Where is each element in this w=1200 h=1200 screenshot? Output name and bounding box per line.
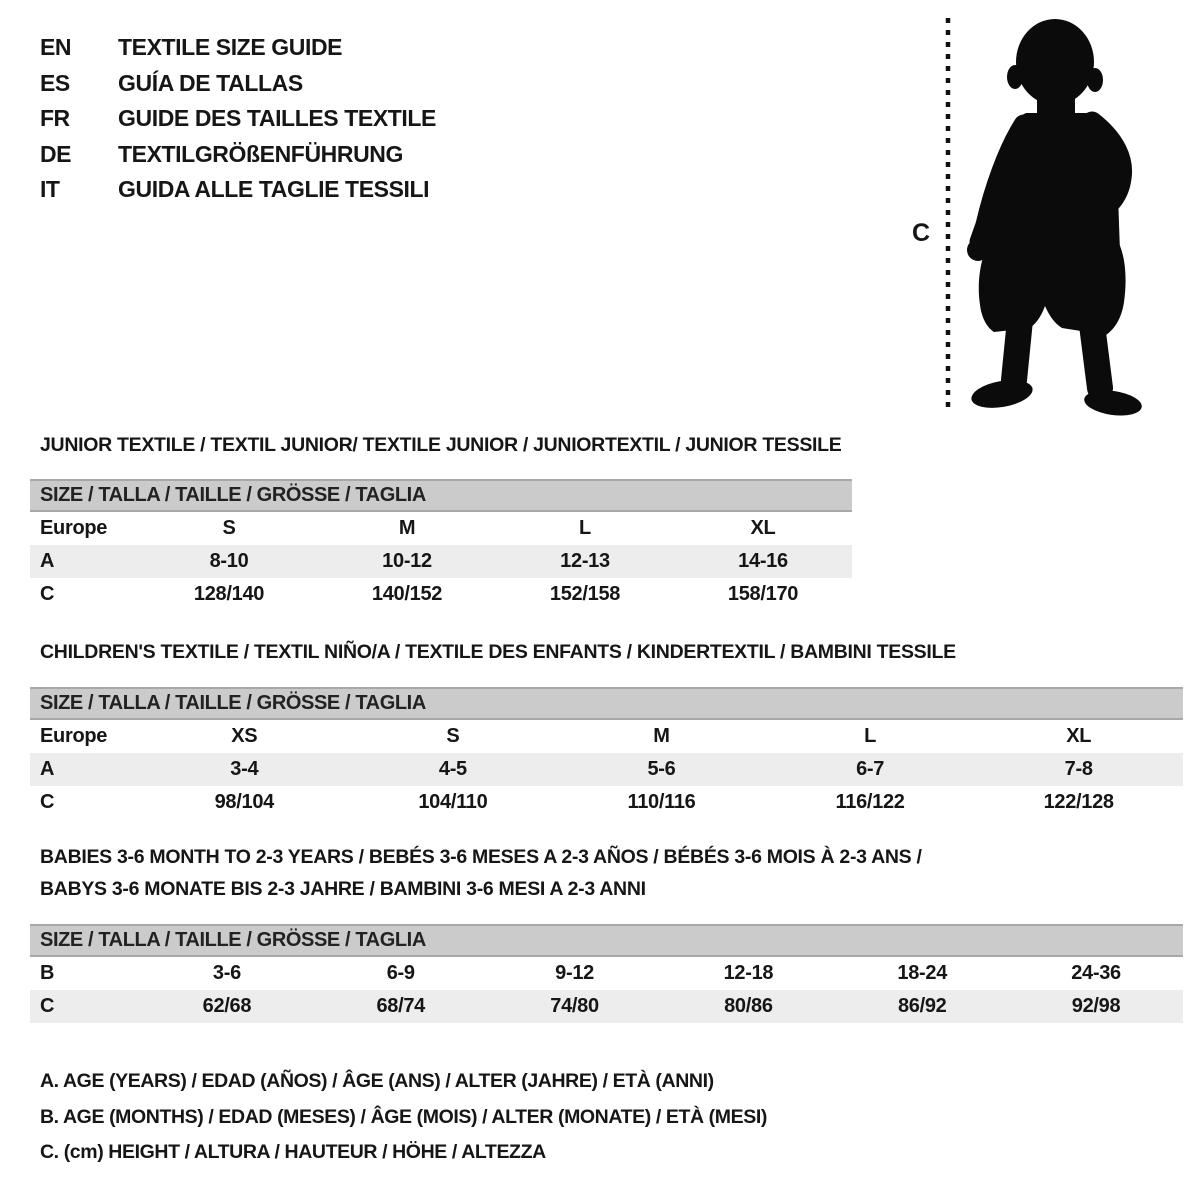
size-table	[30, 479, 852, 611]
table-row-b	[30, 957, 1183, 990]
language-title: GUIDA ALLE TAGLIE TESSILI	[118, 176, 430, 202]
size-cell: 10-12	[382, 550, 432, 572]
row-label: C	[40, 583, 55, 605]
section-title-line: BABYS 3-6 MONATE BIS 2-3 JAHRE / BAMBINI 3-6 MESI A 2-3 ANNI	[40, 878, 646, 900]
size-cell: 152/158	[549, 583, 621, 605]
size-cell: 3-6	[212, 962, 241, 984]
language-code: IT	[40, 176, 60, 202]
language-code: EN	[40, 34, 71, 60]
legend-line: B. AGE (MONTHS) / EDAD (MESES) / ÂGE (MOIS) / ALTER (MONATE) / ETÀ (MESI)	[40, 1105, 767, 1128]
table-row-europe	[30, 512, 852, 545]
legend-line: C. (cm) HEIGHT / ALTURA / HAUTEUR / HÖHE / ALTEZZA	[40, 1141, 546, 1163]
size-cell: 128/140	[193, 583, 265, 605]
language-code: DE	[40, 140, 71, 167]
size-cell: 8-10	[209, 550, 249, 572]
size-cell: 86/92	[897, 995, 947, 1017]
size-cell: 5-6	[647, 758, 676, 780]
language-title: TEXTILGRÖßENFÜHRUNG	[118, 140, 403, 167]
size-cell: S	[446, 725, 460, 747]
section-title	[40, 846, 922, 910]
row-label: C	[40, 995, 55, 1017]
language-row	[40, 174, 436, 210]
size-cell: 7-8	[1064, 758, 1093, 780]
size-cell: M	[653, 725, 670, 747]
size-cell: 122/128	[1043, 791, 1114, 813]
language-title-list	[40, 32, 436, 210]
size-cell: 3-4	[230, 758, 259, 780]
size-cell: 18-24	[897, 962, 948, 984]
table-row-a	[30, 545, 852, 578]
baby-silhouette-icon	[967, 19, 1143, 419]
section-title-line: JUNIOR TEXTILE / TEXTIL JUNIOR/ TEXTILE JUNIOR / JUNIORTEXTIL / JUNIOR TESSILE	[40, 434, 842, 456]
row-label: A	[40, 550, 55, 572]
language-code: FR	[40, 105, 70, 131]
table-row-c	[30, 578, 852, 611]
measurement-legend	[40, 1066, 767, 1173]
size-cell: 158/170	[727, 583, 799, 605]
language-row	[40, 139, 436, 175]
section-title	[40, 641, 956, 673]
row-label: Europe	[40, 517, 108, 539]
size-cell: 6-9	[386, 962, 415, 984]
language-row	[40, 103, 436, 139]
size-cell: 24-36	[1071, 962, 1121, 984]
size-cell: XL	[1066, 725, 1092, 747]
row-label: C	[40, 791, 55, 813]
table-row-c	[30, 786, 1183, 819]
size-cell: 80/86	[724, 995, 773, 1017]
size-cell: 110/116	[627, 791, 696, 813]
size-cell: S	[222, 517, 236, 539]
language-code: ES	[40, 69, 70, 96]
size-cell: L	[579, 517, 591, 539]
size-header: SIZE / TALLA / TAILLE / GRÖSSE / TAGLIA	[30, 687, 1183, 720]
size-cell: 6-7	[856, 758, 885, 780]
size-cell: XS	[231, 725, 258, 747]
size-cell: 4-5	[438, 758, 467, 780]
size-cell: 116/122	[835, 791, 905, 813]
size-cell: 104/110	[418, 791, 488, 813]
size-table	[30, 924, 1183, 1023]
height-measure-label: C	[912, 219, 931, 247]
table-row-europe	[30, 720, 1183, 753]
size-cell: 12-18	[723, 962, 774, 984]
section-title-line: BABIES 3-6 MONTH TO 2-3 YEARS / BEBÉS 3-6 MESES A 2-3 AÑOS / BÉBÉS 3-6 MOIS À 2-3 ANS /	[40, 846, 922, 868]
size-table	[30, 687, 1183, 819]
size-cell: 98/104	[214, 791, 274, 813]
size-cell: 14-16	[738, 550, 788, 572]
baby-figure	[890, 10, 1150, 420]
size-cell: 68/74	[376, 995, 426, 1017]
size-cell: 62/68	[202, 995, 252, 1017]
language-row	[40, 68, 436, 104]
language-title: TEXTILE SIZE GUIDE	[118, 34, 343, 60]
table-row-c	[30, 990, 1183, 1023]
size-cell: 74/80	[550, 995, 599, 1017]
section-title-line: CHILDREN'S TEXTILE / TEXTIL NIÑO/A / TEXTILE DES ENFANTS / KINDERTEXTIL / BAMBINI TESSILE	[40, 641, 956, 663]
row-label: Europe	[40, 725, 108, 747]
language-row	[40, 32, 436, 68]
size-cell: M	[398, 517, 416, 539]
size-cell: 12-13	[560, 550, 610, 572]
size-cell: L	[864, 725, 877, 747]
size-cell: 140/152	[371, 583, 443, 605]
row-label: A	[40, 758, 55, 780]
table-row-a	[30, 753, 1183, 786]
language-title: GUÍA DE TALLAS	[118, 69, 303, 96]
size-header: SIZE / TALLA / TAILLE / GRÖSSE / TAGLIA	[30, 479, 852, 512]
language-title: GUIDE DES TAILLES TEXTILE	[118, 105, 436, 131]
section-title	[40, 434, 842, 466]
size-header: SIZE / TALLA / TAILLE / GRÖSSE / TAGLIA	[30, 924, 1183, 957]
size-cell: 9-12	[555, 962, 594, 984]
legend-line: A. AGE (YEARS) / EDAD (AÑOS) / ÂGE (ANS) / ALTER (JAHRE) / ETÀ (ANNI)	[40, 1070, 714, 1092]
size-cell: XL	[750, 517, 776, 539]
size-cell: 92/98	[1071, 995, 1121, 1017]
row-label: B	[40, 962, 55, 984]
